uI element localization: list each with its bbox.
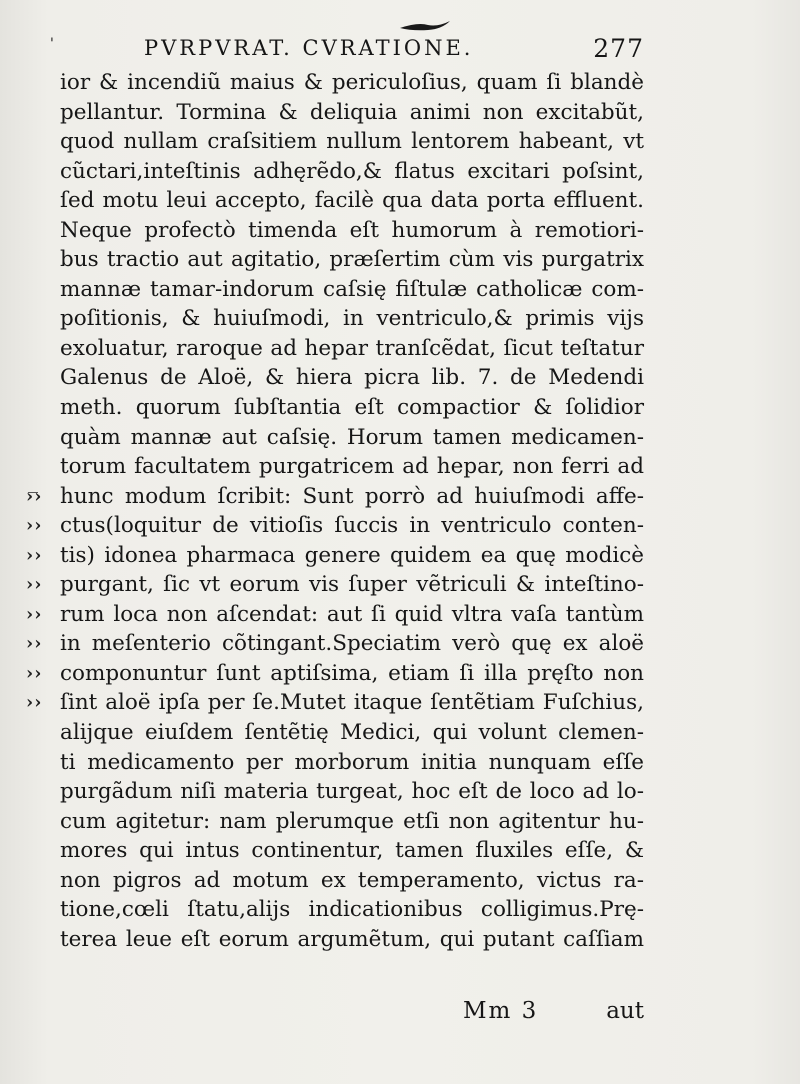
page-header	[60, 30, 644, 64]
text-line	[26, 600, 644, 630]
text-line	[60, 216, 644, 246]
quotation-marker: ››	[26, 662, 43, 684]
text-line	[60, 127, 644, 157]
line-text: exoluatur, raroque ad hepar tranſcẽdat, ſicut teſtatur	[60, 335, 644, 361]
line-text: cum agitetur: nam plerumque etſi non agitentur hu-	[60, 808, 644, 834]
line-text: quod nullam craſsitiem nullum lentorem habeant, vt	[60, 129, 644, 155]
signature-mark: Mm 3	[463, 998, 539, 1024]
running-title: PVRPVRAT. CVRATIONE.	[144, 36, 474, 60]
line-text: torum facultatem purgatricem ad hepar, non ferri ad	[60, 454, 644, 480]
text-line	[60, 807, 644, 837]
text-line	[26, 688, 644, 718]
line-text: terea leue eſt eorum argumẽtum, qui putant caſſiam	[60, 926, 644, 952]
text-line	[60, 925, 644, 955]
text-line	[60, 68, 644, 98]
text-line	[60, 304, 644, 334]
text-line	[60, 777, 644, 807]
line-text: non pigros ad motum ex temperamento, victus ra-	[60, 867, 644, 893]
text-line	[60, 334, 644, 364]
line-text: mores qui intus continentur, tamen fluxiles eſſe, &	[60, 838, 644, 864]
catchword: aut	[606, 998, 644, 1024]
text-line	[60, 186, 644, 216]
text-line	[60, 836, 644, 866]
quotation-marker: ››	[26, 515, 43, 537]
quotation-marker: ››	[26, 633, 43, 655]
line-text: mannæ tamar-indorum caſsię fiſtulæ catholicæ com-	[60, 276, 644, 302]
line-text: rum loca non aſcendat: aut ſi quid vltra vaſa tantùm	[60, 601, 644, 627]
line-text: bus tractio aut agitatio, præſertim cùm vis purgatrix	[60, 247, 644, 273]
line-text: poſitionis, & huiuſmodi, in ventriculo,& primis vijs	[60, 306, 644, 332]
body-text	[26, 68, 644, 954]
text-line	[60, 895, 644, 925]
quotation-marker: ››	[26, 603, 43, 625]
page-footer	[60, 998, 644, 1030]
quotation-marker: ››	[26, 692, 43, 714]
line-text: alijque eiuſdem ſentẽtię Medici, qui volunt clemen-	[60, 720, 644, 746]
text-line	[26, 570, 644, 600]
text-line	[60, 275, 644, 305]
line-text: componuntur ſunt aptiſsima, etiam ſi illa pręſto non	[60, 660, 644, 686]
line-text: Neque profectò timenda eſt humorum à remotiori-	[60, 217, 644, 243]
text-line	[60, 748, 644, 778]
text-line	[60, 157, 644, 187]
line-text: pellantur. Tormina & deliquia animi non excitabũt,	[60, 99, 644, 125]
line-text: ſint aloë ipſa per ſe.Mutet itaque ſentẽtiam Fuſchius,	[60, 690, 644, 716]
corner-mark: '	[50, 36, 54, 52]
line-text: cũctari,inteſtinis adhęrẽdo,& flatus excitari poſsint,	[60, 158, 644, 184]
text-line	[26, 541, 644, 571]
text-line	[60, 363, 644, 393]
text-line	[60, 718, 644, 748]
text-line	[26, 511, 644, 541]
ornament-icon	[398, 20, 452, 32]
text-line	[26, 659, 644, 689]
text-line	[26, 629, 644, 659]
text-line	[60, 98, 644, 128]
line-text: purgant, ſic vt eorum vis ſuper vẽtriculi & inteſtino-	[60, 572, 644, 598]
line-text: Galenus de Aloë, & hiera picra lib. 7. de Medendi	[60, 365, 644, 391]
line-text: quàm mannæ aut caſsię. Horum tamen medicamen-	[60, 424, 644, 450]
text-line	[60, 245, 644, 275]
quotation-marker: ››	[26, 544, 43, 566]
line-text: ſed motu leui accepto, facilè qua data porta effluent.	[60, 188, 644, 214]
page-number: 277	[593, 34, 644, 63]
line-text: ti medicamento per morborum initia nunquam eſſe	[60, 749, 644, 775]
text-line	[60, 452, 644, 482]
line-text: in meſenterio cõtingant.Speciatim verò quę ex aloë	[60, 631, 644, 657]
text-line	[60, 393, 644, 423]
quotation-marker: ››	[26, 574, 43, 596]
text-line	[26, 482, 644, 512]
text-line	[60, 423, 644, 453]
line-text: tione,cœli ſtatu,alijs indicationibus colligimus.Prę-	[60, 897, 644, 923]
line-text: hunc modum ſcribit: Sunt porrò ad huiuſmodi affe-	[60, 483, 644, 509]
line-text: tis) idonea pharmaca genere quidem ea quę modicè	[60, 542, 644, 568]
quotation-marker: ››	[26, 485, 43, 507]
line-text: ior & incendiũ maius & periculoſius, quam ſi blandè	[60, 70, 644, 95]
line-text: meth. quorum ſubſtantia eſt compactior & ſolidior	[60, 395, 644, 421]
text-line	[60, 866, 644, 896]
line-text: purgãdum niſi materia turgeat, hoc eſt de loco ad lo-	[60, 779, 644, 805]
line-text: ctus(loquitur de vitioſis ſuccis in ventriculo conten-	[60, 513, 644, 539]
